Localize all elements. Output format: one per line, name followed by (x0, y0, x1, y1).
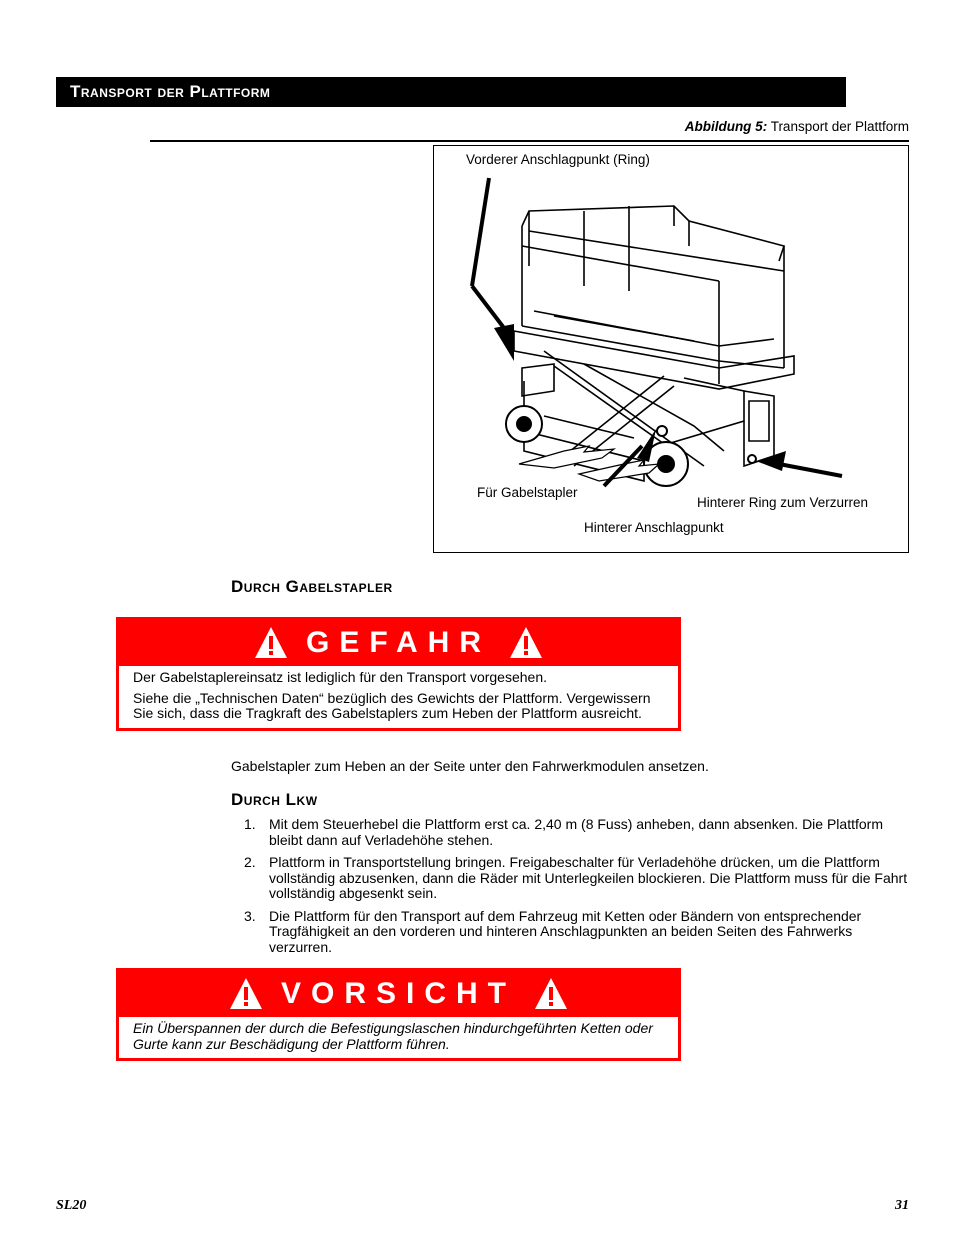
warning-triangle-icon (254, 626, 288, 660)
heading-forklift: Durch Gabelstapler (231, 577, 393, 596)
heading-truck: Durch Lkw (231, 790, 318, 809)
label-rear-anchor: Hinterer Anschlagpunkt (584, 520, 724, 535)
step-number: 2. (244, 854, 256, 870)
danger-box (116, 617, 681, 731)
caption-rule (150, 140, 909, 142)
caution-header (119, 971, 678, 1017)
step-number: 1. (244, 816, 256, 832)
figure-caption (685, 119, 909, 134)
forklift-instruction: Gabelstapler zum Heben an der Seite unter den Fahrwerkmodulen ansetzen. (231, 758, 709, 774)
warning-triangle-icon (229, 977, 263, 1011)
caution-text: Ein Überspannen der durch die Befestigungslaschen hindurchgeführten Ketten oder Gurte kann zur Beschädigung der Plattform führen. (133, 1020, 653, 1052)
step-number: 3. (244, 907, 256, 924)
figure-transport-diagram (433, 145, 909, 553)
footer-page-number: 31 (895, 1198, 909, 1213)
danger-text-1: Der Gabelstaplereinsatz ist lediglich für den Transport vorgesehen. (133, 669, 547, 685)
list-item (244, 909, 909, 956)
danger-text-2: Siehe die „Technischen Daten“ bezüglich des Gewichts der Plattform. Vergewissern Sie sich, dass die Tragkraft des Gabelstaplers zum Heben der Plattform ausreicht. (133, 689, 651, 721)
caution-body (119, 1017, 678, 1058)
step-text: Plattform in Transportstellung bringen. Freigabeschalter für Verladehöhe drücken, um die Plattform vollständig abzusenken, dann die Räder mit Unterlegkeilen blockieren. Die Plattform muss für die Fahrt vollständig abgesenkt sein. (269, 854, 908, 901)
section-title: Transport der Plattform (56, 77, 846, 107)
step-text: Mit dem Steuerhebel die Plattform erst ca. 2,40 m (8 Fuss) anheben, dann absenken. Die Plattform bleibt dann auf Verladehöhe stehen. (269, 816, 883, 848)
label-forklift: Für Gabelstapler (477, 485, 578, 500)
truck-steps-list (244, 817, 909, 962)
caution-title: VORSICHT (280, 977, 516, 1010)
step-text: Die Plattform für den Transport auf dem Fahrzeug mit Ketten oder Bändern von entsprechender Tragfähigkeit an den vorderen und hinteren Anschlagpunkten an beiden Seiten des Fahrwerks verzurren. (269, 907, 862, 955)
label-rear-ring: Hinterer Ring zum Verzurren (697, 495, 869, 510)
warning-triangle-icon (534, 977, 568, 1011)
danger-header (119, 620, 678, 666)
danger-title: GEFAHR (305, 626, 491, 659)
danger-body (119, 666, 678, 728)
figure-caption-label: Abbildung 5: (684, 119, 768, 134)
warning-triangle-icon (509, 626, 543, 660)
figure-caption-text: Transport der Plattform (767, 119, 909, 134)
list-item (244, 817, 909, 848)
footer-model: SL20 (56, 1198, 87, 1213)
caution-box (116, 968, 681, 1061)
label-front-anchor: Vorderer Anschlagpunkt (Ring) (466, 152, 650, 167)
list-item (244, 855, 909, 902)
